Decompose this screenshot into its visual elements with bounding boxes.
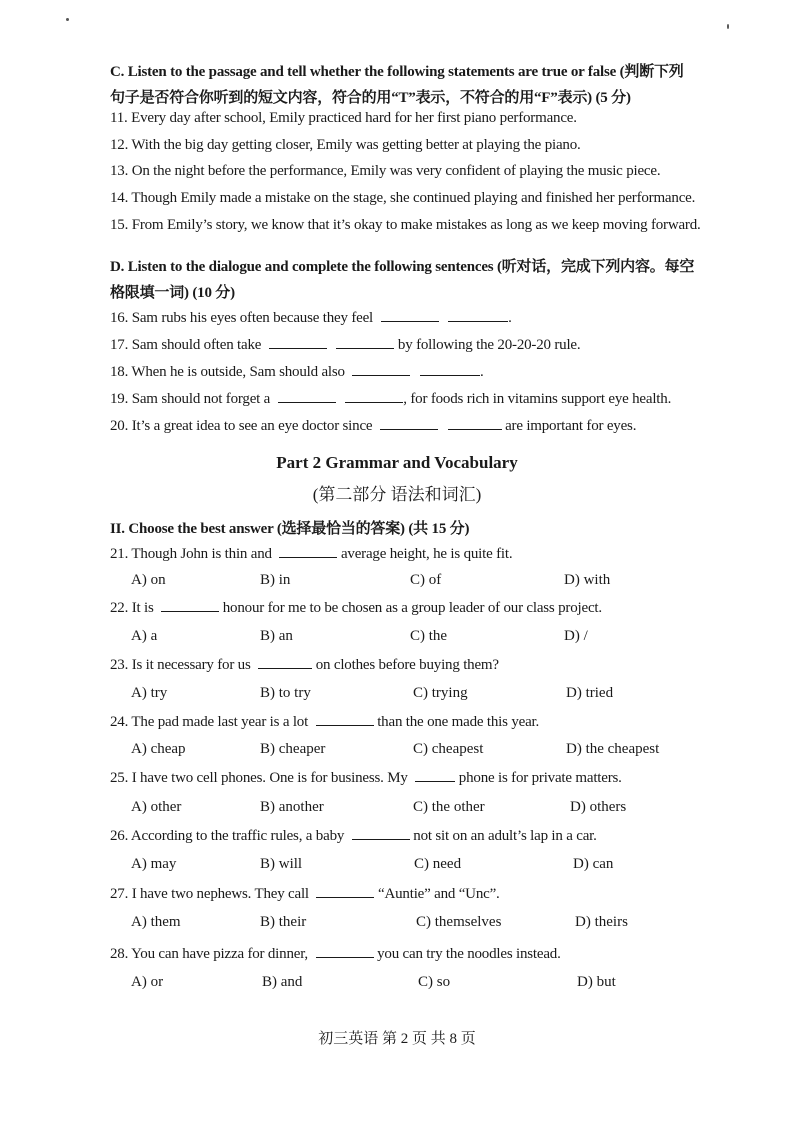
- question-14: 14. Though Emily made a mistake on the stage, she continued playing and finished her performance.: [110, 190, 696, 206]
- question-15: 15. From Emily’s story, we know that it’s okay to make mistakes as long as we keep moving forward.: [110, 217, 701, 233]
- option-b[interactable]: B) to try: [260, 685, 311, 701]
- scan-speck: [727, 24, 729, 29]
- option-b[interactable]: B) cheaper: [260, 741, 326, 757]
- part2-subtitle: (第二部分 语法和词汇): [312, 485, 482, 504]
- answer-blank[interactable]: [415, 769, 455, 782]
- question-23-end: on clothes before buying them?: [315, 657, 499, 673]
- question-28: [110, 945, 561, 963]
- question-26-text: 26. According to the traffic rules, a baby: [110, 828, 345, 844]
- question-20-end: are important for eyes.: [505, 418, 637, 434]
- answer-blank[interactable]: [316, 885, 374, 898]
- section-c-heading-line1: C. Listen to the passage and tell whether the following statements are true or false (判断下列: [110, 64, 684, 80]
- question-19-text: 19. Sam should not forget a: [110, 391, 271, 407]
- part2-title: Part 2 Grammar and Vocabulary: [276, 453, 518, 472]
- answer-blank[interactable]: [345, 390, 403, 403]
- option-c[interactable]: C) so: [418, 974, 451, 990]
- option-d[interactable]: D) theirs: [575, 914, 628, 930]
- answer-blank[interactable]: [269, 336, 327, 349]
- question-18-end: .: [479, 364, 484, 380]
- question-27-text: 27. I have two nephews. They call: [110, 886, 309, 902]
- question-21-end: average height, he is quite fit.: [340, 546, 513, 562]
- option-b[interactable]: B) an: [260, 628, 293, 644]
- answer-blank[interactable]: [352, 363, 410, 376]
- question-19-end: , for foods rich in vitamins support eye health.: [403, 391, 672, 407]
- question-21: [110, 545, 512, 563]
- answer-blank[interactable]: [381, 309, 439, 322]
- question-27-end: “Auntie” and “Unc”.: [378, 886, 500, 902]
- answer-blank[interactable]: [278, 390, 336, 403]
- scan-speck: [66, 18, 69, 21]
- question-13: 13. On the night before the performance, Emily was very confident of playing the music piece.: [110, 163, 661, 179]
- answer-blank[interactable]: [161, 599, 219, 612]
- question-28-text: 28. You can have pizza for dinner,: [110, 946, 308, 962]
- question-23: [110, 656, 499, 674]
- answer-blank[interactable]: [336, 336, 394, 349]
- answer-blank[interactable]: [258, 656, 312, 669]
- section-ii-heading: II. Choose the best answer (选择最恰当的答案) (共 15 分): [110, 521, 470, 537]
- question-21-text: 21. Though John is thin and: [110, 546, 272, 562]
- option-c[interactable]: C) themselves: [416, 914, 502, 930]
- answer-blank[interactable]: [352, 827, 410, 840]
- option-c[interactable]: C) need: [414, 856, 462, 872]
- option-c[interactable]: C) cheapest: [413, 741, 484, 757]
- option-b[interactable]: B) in: [260, 572, 291, 588]
- question-12: 12. With the big day getting closer, Emily was getting better at playing the piano.: [110, 137, 581, 153]
- option-d[interactable]: D) /: [564, 628, 588, 644]
- section-d-heading-line2: 格限填一词) (10 分): [110, 285, 235, 301]
- answer-blank[interactable]: [420, 363, 480, 376]
- question-19: [110, 390, 671, 408]
- question-24: [110, 713, 539, 731]
- question-11: 11. Every day after school, Emily practiced hard for her first piano performance.: [110, 110, 577, 126]
- option-a[interactable]: A) may: [131, 856, 177, 872]
- question-18-text: 18. When he is outside, Sam should also: [110, 364, 345, 380]
- option-c[interactable]: C) the: [410, 628, 448, 644]
- option-c[interactable]: C) of: [410, 572, 442, 588]
- answer-blank[interactable]: [316, 945, 374, 958]
- question-24-text: 24. The pad made last year is a lot: [110, 714, 309, 730]
- option-c[interactable]: C) trying: [413, 685, 468, 701]
- section-c-heading-line2: 句子是否符合你听到的短文内容，符合的用“T”表示，不符合的用“F”表示) (5 分): [110, 90, 631, 106]
- option-d[interactable]: D) others: [570, 799, 627, 815]
- answer-blank[interactable]: [380, 417, 438, 430]
- question-20: [110, 417, 636, 435]
- question-16-end: .: [508, 310, 512, 326]
- question-27: [110, 885, 500, 903]
- option-a[interactable]: A) or: [131, 974, 164, 990]
- question-17-end: by following the 20-20-20 rule.: [397, 337, 581, 353]
- option-d[interactable]: D) can: [573, 856, 614, 872]
- question-28-end: you can try the noodles instead.: [377, 946, 561, 962]
- option-d[interactable]: D) the cheapest: [566, 741, 660, 757]
- question-26-end: not sit on an adult’s lap in a car.: [413, 828, 597, 844]
- question-22-text: 22. It is: [110, 600, 154, 616]
- answer-blank[interactable]: [448, 417, 502, 430]
- option-c[interactable]: C) the other: [413, 799, 485, 815]
- question-17: [110, 336, 580, 354]
- answer-blank[interactable]: [279, 545, 337, 558]
- option-a[interactable]: A) a: [131, 628, 158, 644]
- page-footer: 初三英语 第 2 页 共 8 页: [318, 1031, 476, 1047]
- question-17-text: 17. Sam should often take: [110, 337, 262, 353]
- question-25: [110, 769, 622, 787]
- option-b[interactable]: B) another: [260, 799, 324, 815]
- option-a[interactable]: A) cheap: [131, 741, 186, 757]
- option-b[interactable]: B) will: [260, 856, 303, 872]
- answer-blank[interactable]: [448, 309, 508, 322]
- option-d[interactable]: D) tried: [566, 685, 614, 701]
- option-d[interactable]: D) but: [577, 974, 616, 990]
- option-a[interactable]: A) other: [131, 799, 182, 815]
- question-24-end: than the one made this year.: [377, 714, 540, 730]
- option-a[interactable]: A) on: [131, 572, 166, 588]
- question-25-end: phone is for private matters.: [458, 770, 622, 786]
- option-b[interactable]: B) and: [262, 974, 303, 990]
- question-16-text: 16. Sam rubs his eyes often because they feel: [110, 310, 373, 326]
- question-22-end: honour for me to be chosen as a group leader of our class project.: [222, 600, 602, 616]
- answer-blank[interactable]: [316, 713, 374, 726]
- option-b[interactable]: B) their: [260, 914, 307, 930]
- option-a[interactable]: A) try: [131, 685, 168, 701]
- question-23-text: 23. Is it necessary for us: [110, 657, 251, 673]
- option-a[interactable]: A) them: [131, 914, 181, 930]
- question-26: [110, 827, 597, 845]
- option-d[interactable]: D) with: [564, 572, 611, 588]
- question-16: [110, 309, 512, 327]
- question-20-text: 20. It’s a great idea to see an eye doctor since: [110, 418, 373, 434]
- section-d-heading-line1: D. Listen to the dialogue and complete the following sentences (听对话，完成下列内容。每空: [110, 259, 695, 275]
- question-25-text: 25. I have two cell phones. One is for business. My: [110, 770, 408, 786]
- question-18: [110, 363, 484, 381]
- question-22: [110, 599, 602, 617]
